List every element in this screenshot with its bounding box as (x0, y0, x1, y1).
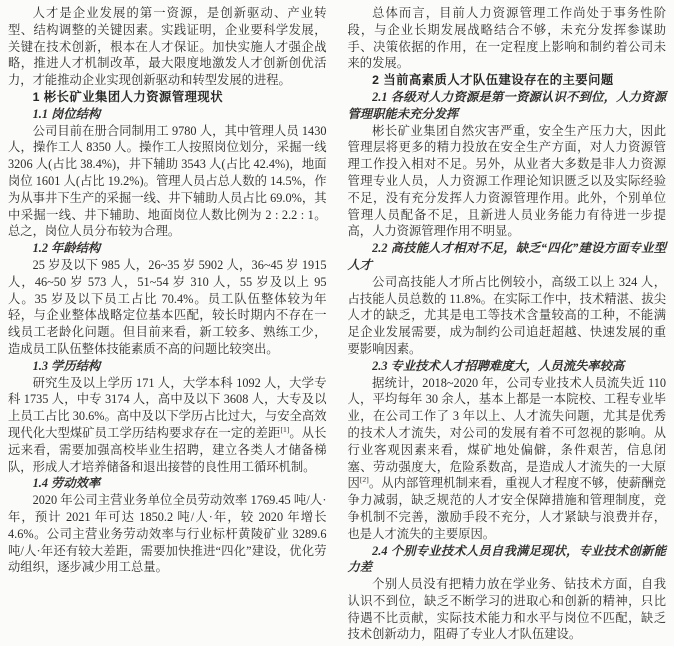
paragraph: 人才是企业发展的第一资源，是创新驱动、产业转型、结构调整的关键因素。实践证明，企业要科学发展，关键在技术创新，根本在人才保证。加快实施人才强企战略，推进人才机制改革，最大限度地激发人才创新创优活力，才能推动企业实现创新驱动和转型发展的进程。 (8, 6, 327, 88)
paragraph: 彬长矿业集团自然灾害严重，安全生产压力大，因此管理层将更多的精力投放在安全生产方面，对人力资源管理工作投入相对不足。另外，从业者大多数是非人力资源管理专业人员，人力资源工作理论知识匮乏以及实际经验不足，没有充分发挥人力资源管理作用。此外，个别单位管理人员配备不足，且新进人员业务能力有待进一步提高，人力资源管理作用不明显。 (347, 123, 666, 239)
citation-ref: [1] (280, 424, 290, 434)
paragraph: 个别人员没有把精力放在学业务、钻技术方面，自我认识不到位，缺乏不断学习的进取心和创新的精神，只比待遇不比贡献，实际技术能力和水平与岗位不匹配，缺乏技术创新动力，阻碍了专业人才队伍建设。 (347, 577, 666, 642)
subsection-heading: 2.3 专业技术人才招聘难度大，人员流失率较高 (372, 358, 625, 373)
subsection-heading: 1.2 年龄结构 (32, 241, 101, 256)
paragraph: 公司高技能人才所占比例较小，高级工以上 324 人，占技能人员总数的 11.8%。在实际工作中，技术精湛、拔尖人才的缺乏，尤其是电工等技术含量较高的工种，不能满足企业发展需要，成为制约公司追赶超越、快速发展的重要影响因素。 (347, 274, 666, 356)
paragraph: 研究生及以上学历 171 人，大学本科 1092 人，大学专科 1735 人，中专 3174 人，高中及以下 3608 人，大专及以上员工占比 30.6%。高中及以下学历占比过大，与安全高效现代化大型煤矿员工学历结构要求存在一定的差距[1]。从长远来看，需要加强高校毕业生招聘，建立各类人才储备梯队，形成人才培养储备和退出接替的良性用工循环机制。 (8, 375, 327, 474)
paragraph: 据统计，2018~2020 年，公司专业技术人员流失近 110 人，平均每年 30 余人，基本上都是一本院校、工程专业毕业，在公司工作了 3 年以上、人才流失问题，尤其是优秀的技术人才流失，对公司的发展有着不可忽视的影响。从行业客观因素来看，煤矿地处偏僻，条件艰苦，信息闭塞、劳动强度大，危险系数高，是造成人才流失的一大原因[2]。从内部管理机制来看，重视人才程度不够，使薪酬竞争力减弱，缺乏规范的人才安全保障措施和管理制度，竞争机制不完善，激励手段不充分，人才紧缺与浪费并存，也是人才流失的主要原因。 (347, 375, 666, 541)
paragraph: 25 岁及以下 985 人，26~35 岁 5902 人，36~45 岁 1915 人，46~50 岁 573 人，51~54 岁 310 人，55 岁及以上 95 人。35 岁及以下员工占比 70.4%。员工队伍整体较为年轻，与企业整体战略定位基本匹配，较长时期内不存在一线员工老龄化问题。但目前来看，新工较多、熟练工少，造成员工队伍整体技能素质不高的问题比较突出。 (8, 257, 327, 356)
subsection-heading: 1.4 劳动效率 (32, 476, 101, 491)
section-heading: 1 彬长矿业集团人力资源管理现状 (32, 89, 224, 104)
paragraph: 2020 年公司主营业务单位全员劳动效率 1769.45 吨/人·年，预计 2021 年可达 1850.2 吨/人·年，较 2020 年增长 4.6%。公司主营业务劳动效率与行业标杆黄陵矿业 3289.6 吨/人·年还有较大差距，需要加快推进“四化”建设，优化劳动组织，逐步减少用工总量。 (8, 493, 327, 575)
paragraph: 公司目前在册合同制用工 9780 人，其中管理人员 1430 人，操作工人 8350 人。操作工人按照岗位划分，采掘一线 3206 人(占比 38.4%)，井下辅助 3543 人(占比 42.4%)，地面岗位 1601 人(占比 19.2%)。管理人员占总人数的 14.5%，作为从事井下生产的采掘一线、井下辅助人员占比 69.0%，其中采掘一线、井下辅助、地面岗位人数比例为 2 : 2.2 : 1。总之，岗位人员分布较为合理。 (8, 123, 327, 239)
subsection-heading: 1.1 岗位结构 (32, 106, 101, 121)
subsection-heading: 1.3 学历结构 (32, 358, 101, 373)
left-column (8, 5, 327, 646)
section-heading: 2 当前高素质人才队伍建设存在的主要问题 (372, 73, 614, 88)
subsection-heading: 2.1 各级对人力资源是第一资源认识不到位，人力资源管理职能未充分发挥 (347, 89, 666, 121)
right-column (348, 5, 667, 646)
subsection-heading: 2.4 个别专业技术人员自我满足现状，专业技术创新能力差 (347, 543, 666, 575)
subsection-heading: 2.2 高技能人才相对不足，缺乏“四化”建设方面专业型人才 (347, 241, 666, 272)
citation-ref: [2] (359, 475, 369, 485)
paragraph: 总体而言，目前人力资源管理工作尚处于事务性阶段，与企业长期发展战略结合不够，未充分发挥参谋助手、决策依据的作用，在一定程度上影响和制约着公司未来的发展。 (347, 6, 666, 71)
